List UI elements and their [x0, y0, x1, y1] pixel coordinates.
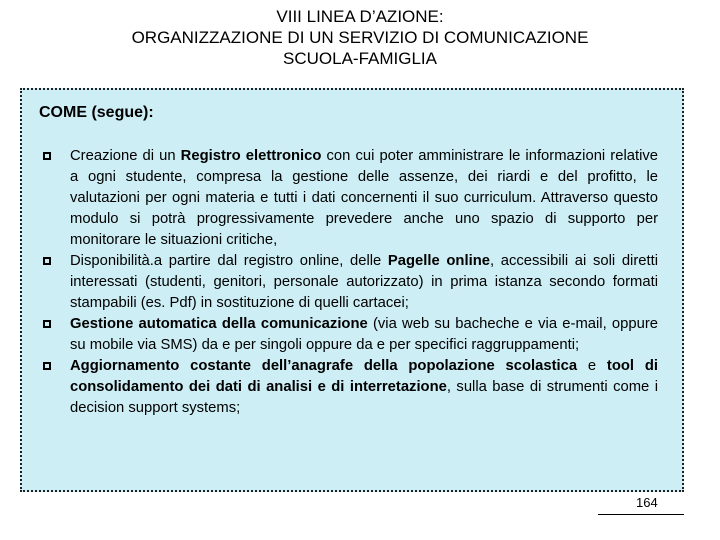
- page-number-rule: [598, 514, 684, 515]
- bullet-text: e: [577, 358, 607, 374]
- bullet-bold-text: Registro elettronico: [180, 148, 322, 164]
- bullet-item-comunicazione: [40, 314, 658, 356]
- bullet-text: Creazione di un: [70, 148, 181, 164]
- bullet-bold-text: Gestione automatica della comunicazione: [70, 316, 368, 332]
- bullet-bold-text: Aggiornamento costante dell’anagrafe della popolazione scolastica: [70, 358, 578, 374]
- square-bullet-icon: [43, 257, 51, 265]
- title-line-2: ORGANIZZAZIONE DI UN SERVIZIO DI COMUNICAZIONE: [131, 28, 589, 47]
- square-bullet-icon: [43, 362, 51, 370]
- bullet-item-anagrafe: [40, 356, 658, 419]
- bullet-text: , accessibili ai soli diretti interessati (studenti, genitori, personale autorizzato) in prima istanza secondo formati stampabili (es. Pdf) in sostituzione di quelli cartacei;: [70, 253, 659, 311]
- bullet-item-pagelle: [40, 251, 658, 314]
- bullet-item-registro: [40, 146, 658, 251]
- title-line-1: VIII LINEA D’AZIONE:: [276, 7, 444, 26]
- bullet-list: [40, 146, 658, 419]
- box-heading: COME (segue):: [39, 104, 154, 121]
- title-line-3: SCUOLA-FAMIGLIA: [283, 49, 437, 68]
- square-bullet-icon: [43, 320, 51, 328]
- bullet-bold-text: Pagelle online: [387, 253, 490, 269]
- bullet-bold-text: tool di consolidamento dei dati di analisi e di interretazione: [70, 358, 658, 395]
- square-bullet-icon: [43, 152, 51, 160]
- bullet-text: Disponibilità.a partire dal registro online, delle: [70, 253, 388, 269]
- page-number: 164: [636, 495, 658, 510]
- bullet-text: con cui poter amministrare le informazioni relative a ogni studente, compresa la gestione delle assenze, dei riardi e del profitto, le valutazioni per ogni materia e tutti i dati concernenti il suo curriculum. Attraverso questo modulo si potrà progressivamente prevedere anche uno spazio di supporto per monitorare le situazioni critiche,: [70, 148, 658, 248]
- content-box: [20, 88, 684, 492]
- bullet-text: (via web su bacheche e via e-mail, oppure su mobile via SMS) da e per singoli oppure da e per specifici raggruppamenti;: [70, 316, 658, 353]
- bullet-text: , sulla base di strumenti come i decision support systems;: [70, 379, 659, 416]
- slide-title: [0, 6, 720, 69]
